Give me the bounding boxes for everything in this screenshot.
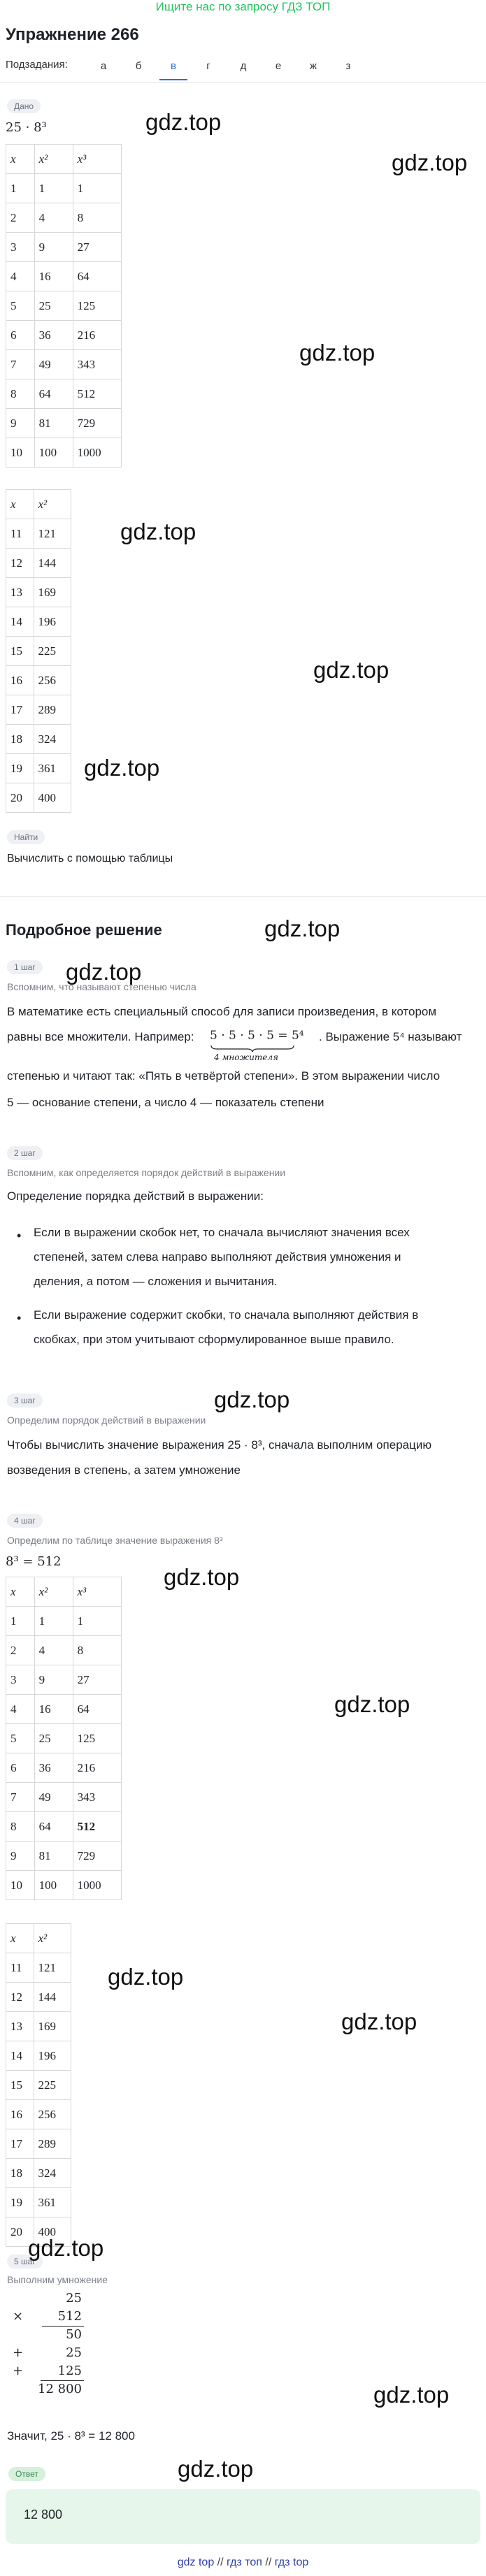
table-cell: 100 xyxy=(34,1871,73,1900)
table-cell: 100 xyxy=(34,438,73,468)
subtask-tab-g[interactable]: г xyxy=(206,60,210,72)
table-cell: 256 xyxy=(34,2100,71,2129)
table-header-row xyxy=(6,145,122,174)
table-cell: 64 xyxy=(73,1695,121,1724)
table-cell: 64 xyxy=(34,379,73,409)
table-cell: 4 xyxy=(34,203,73,233)
table-cell: 343 xyxy=(73,350,121,379)
table-cell: 4 xyxy=(6,1695,35,1724)
table-cell: 729 xyxy=(73,1841,121,1871)
table-row xyxy=(6,1871,122,1900)
subnav-divider xyxy=(0,82,486,83)
table-row xyxy=(6,1636,122,1665)
table-cell: 64 xyxy=(73,262,121,291)
table-cell: 14 xyxy=(6,2041,34,2071)
table-row xyxy=(6,1983,71,2012)
bullet2-line1: Если выражение содержит скобки, то сначала выполняют действия в xyxy=(34,1308,419,1322)
table-cell: 1 xyxy=(73,1607,121,1636)
watermark: gdz.top xyxy=(334,1691,410,1717)
footer xyxy=(0,2556,486,2569)
table-row xyxy=(6,174,122,203)
table-cell: 11 xyxy=(6,519,34,549)
table-row xyxy=(6,350,122,379)
table-cell: 1000 xyxy=(73,438,121,468)
partial-3: 125 xyxy=(57,2364,82,2378)
table-header-cell: x² xyxy=(34,490,71,519)
watermark: gdz.top xyxy=(145,109,222,135)
powers-table-step4 xyxy=(6,1577,122,1900)
step1-line4: 5 — основание степени, а число 4 — показатель степени xyxy=(7,1096,324,1109)
underbrace xyxy=(210,1044,295,1052)
watermark: gdz.top xyxy=(164,1564,240,1590)
subtask-tab-z[interactable]: з xyxy=(345,60,351,72)
bullet1-line1: Если в выражении скобок нет, то сначала вычисляют значения всех xyxy=(34,1226,410,1239)
table-cell: 13 xyxy=(6,578,34,607)
table-cell: 8 xyxy=(73,1636,121,1665)
table-cell: 49 xyxy=(34,350,73,379)
table-cell: 7 xyxy=(6,1783,35,1812)
table-cell: 1 xyxy=(6,174,35,203)
watermark: gdz.top xyxy=(120,519,196,544)
underbrace-label: 4 множителя xyxy=(214,1052,278,1062)
table-row xyxy=(6,1695,122,1724)
step3-line2: возведения в степень, а затем умножение xyxy=(7,1463,241,1477)
table-header-cell: x xyxy=(6,1924,34,1953)
table-cell: 81 xyxy=(34,409,73,438)
table-header-cell: x xyxy=(6,490,34,519)
watermark: gdz.top xyxy=(264,916,341,941)
table-header-cell: x³ xyxy=(73,145,121,174)
table-row xyxy=(6,1841,122,1871)
step1-caption: Вспомним, что называют степенью числа xyxy=(7,981,196,992)
table-row xyxy=(6,291,122,321)
footer-link-3[interactable]: гдз top xyxy=(274,2556,309,2568)
table-cell: 4 xyxy=(34,1636,73,1665)
table-row xyxy=(6,2159,71,2188)
watermark: gdz.top xyxy=(392,150,468,175)
footer-link-1[interactable]: gdz top xyxy=(177,2556,215,2568)
table-cell: 6 xyxy=(6,1753,35,1783)
table-cell: 16 xyxy=(34,262,73,291)
table-row xyxy=(6,666,71,695)
table-cell: 2 xyxy=(6,1636,35,1665)
table-row xyxy=(6,2129,71,2159)
table-cell: 25 xyxy=(34,291,73,321)
table-cell: 256 xyxy=(34,666,71,695)
footer-sep: // xyxy=(217,2556,224,2568)
table-row xyxy=(6,754,71,783)
table-cell: 196 xyxy=(34,607,71,637)
table-cell: 289 xyxy=(34,2129,71,2159)
table-cell: 25 xyxy=(34,1724,73,1753)
table-cell: 512 xyxy=(73,379,121,409)
table-cell: 4 xyxy=(6,262,35,291)
table-row xyxy=(6,519,71,549)
table-cell: 18 xyxy=(6,2159,34,2188)
table-row xyxy=(6,2012,71,2041)
table-cell: 5 xyxy=(6,291,35,321)
table-cell: 225 xyxy=(34,2071,71,2100)
table-cell: 11 xyxy=(6,1953,34,1983)
table-row xyxy=(6,637,71,666)
table-cell: 125 xyxy=(73,1724,121,1753)
watermark: gdz.top xyxy=(28,2235,104,2261)
table-header-cell: x³ xyxy=(73,1577,121,1607)
table-cell: 144 xyxy=(34,549,71,578)
section-divider xyxy=(0,896,486,897)
step2-caption: Вспомним, как определяется порядок действий в выражении xyxy=(7,1167,286,1178)
table-row xyxy=(6,2100,71,2129)
table-cell: 5 xyxy=(6,1724,35,1753)
bullet-dot: • xyxy=(17,1311,22,1325)
subtask-tab-d[interactable]: д xyxy=(240,60,247,72)
bullet1-line2: степеней, затем слева направо выполняют действия умножения и xyxy=(34,1250,401,1264)
table-cell: 20 xyxy=(6,783,34,813)
table-header-row xyxy=(6,1577,122,1607)
mult-line-2 xyxy=(41,2380,84,2381)
table-cell: 361 xyxy=(34,754,71,783)
times-sign: × xyxy=(13,2309,24,2324)
table-cell: 216 xyxy=(73,321,121,350)
table-row xyxy=(6,379,122,409)
watermark: gdz.top xyxy=(66,959,142,985)
table-cell: 27 xyxy=(73,233,121,262)
table-cell: 1000 xyxy=(73,1871,121,1900)
table-row xyxy=(6,262,122,291)
step1-formula: 5 · 5 · 5 · 5 = 5⁴ xyxy=(210,1029,304,1043)
table-cell: 10 xyxy=(6,1871,35,1900)
table-cell: 343 xyxy=(73,1783,121,1812)
step1-badge: 1 шаг xyxy=(7,960,43,974)
table-cell: 8 xyxy=(6,379,35,409)
table-cell: 36 xyxy=(34,321,73,350)
table-cell: 169 xyxy=(34,2012,71,2041)
step5-caption: Выполним умножение xyxy=(7,2274,108,2285)
partial-2: 25 xyxy=(66,2345,82,2360)
table-cell: 216 xyxy=(73,1753,121,1783)
table-cell: 16 xyxy=(6,2100,34,2129)
table-cell: 20 xyxy=(6,2217,34,2247)
mult-operand-b: 512 xyxy=(57,2309,82,2324)
step2-badge: 2 шаг xyxy=(7,1146,43,1160)
table-row xyxy=(6,607,71,637)
mult-total: 12 800 xyxy=(38,2382,82,2396)
step2-lead: Определение порядка действий в выражении: xyxy=(7,1189,264,1203)
subtask-tab-zh[interactable]: ж xyxy=(309,60,317,72)
table-cell: 13 xyxy=(6,2012,34,2041)
table-header-cell: x xyxy=(6,145,35,174)
table-cell: 324 xyxy=(34,2159,71,2188)
table-cell: 1 xyxy=(34,1607,73,1636)
table-row xyxy=(6,1953,71,1983)
table-cell: 19 xyxy=(6,2188,34,2217)
table-cell: 12 xyxy=(6,549,34,578)
table-cell: 1 xyxy=(6,1607,35,1636)
solution-title: Подробное решение xyxy=(6,921,162,939)
table-cell: 3 xyxy=(6,233,35,262)
table-row xyxy=(6,438,122,468)
table-cell: 225 xyxy=(34,637,71,666)
table-cell: 10 xyxy=(6,438,35,468)
table-cell: 512 xyxy=(73,1812,121,1841)
table-cell: 16 xyxy=(6,666,34,695)
table-cell: 64 xyxy=(34,1812,73,1841)
table-cell: 121 xyxy=(34,519,71,549)
step4-badge: 4 шаг xyxy=(7,1514,43,1528)
footer-link-2[interactable]: гдз топ xyxy=(227,2556,262,2568)
table-cell: 12 xyxy=(6,1983,34,2012)
subtask-tab-e[interactable]: е xyxy=(275,60,282,72)
table-cell: 9 xyxy=(34,233,73,262)
partial-1: 50 xyxy=(66,2327,82,2342)
table-cell: 17 xyxy=(6,695,34,725)
table-cell: 169 xyxy=(34,578,71,607)
table-cell: 289 xyxy=(34,695,71,725)
step4-caption: Определим по таблице значение выражения 8³ xyxy=(7,1535,223,1546)
bullet-dot: • xyxy=(17,1229,22,1243)
table-cell: 19 xyxy=(6,754,34,783)
table-header-row xyxy=(6,490,71,519)
step5-badge: 5 шаг xyxy=(7,2255,43,2269)
table-cell: 6 xyxy=(6,321,35,350)
table-cell: 49 xyxy=(34,1783,73,1812)
table-cell: 8 xyxy=(73,203,121,233)
table-cell: 16 xyxy=(34,1695,73,1724)
table-row xyxy=(6,1783,122,1812)
step1-line3: степенью и читают так: «Пять в четвёртой степени». В этом выражении число xyxy=(7,1069,441,1083)
table-cell: 729 xyxy=(73,409,121,438)
step5-conclusion: Значит, 25 · 8³ = 12 800 xyxy=(7,2429,135,2443)
promo-banner[interactable]: Ищите нас по запросу ГДЗ ТОП xyxy=(155,0,331,13)
table-cell: 27 xyxy=(73,1665,121,1695)
step3-badge: 3 шаг xyxy=(7,1394,43,1408)
table-row xyxy=(6,1724,122,1753)
squares-table xyxy=(6,489,71,813)
table-cell: 8 xyxy=(6,1812,35,1841)
subtasks-label: Подзадания: xyxy=(6,59,68,71)
table-cell: 2 xyxy=(6,203,35,233)
find-badge: Найти xyxy=(7,830,45,844)
step1-line1: В математике есть специальный способ для записи произведения, в котором xyxy=(7,1005,437,1018)
table-row xyxy=(6,783,71,813)
table-cell: 1 xyxy=(34,174,73,203)
table-cell: 324 xyxy=(34,725,71,754)
table-cell: 9 xyxy=(34,1665,73,1695)
given-badge: Дано xyxy=(7,99,41,113)
subtask-tab-a[interactable]: а xyxy=(100,60,107,72)
table-cell: 17 xyxy=(6,2129,34,2159)
plus-sign-1: + xyxy=(13,2345,24,2360)
mult-operand-a: 25 xyxy=(66,2291,82,2306)
answer-box xyxy=(6,2489,480,2544)
page-title: Упражнение 266 xyxy=(6,25,139,44)
table-row xyxy=(6,321,122,350)
step1-line2a: равны все множители. Например: xyxy=(7,1030,194,1043)
table-cell: 18 xyxy=(6,725,34,754)
table-row xyxy=(6,549,71,578)
step3-line1: Чтобы вычислить значение выражения 25 · 8³, сначала выполним операцию xyxy=(7,1438,432,1452)
table-row xyxy=(6,203,122,233)
mult-line-1 xyxy=(42,2326,84,2327)
table-cell: 81 xyxy=(34,1841,73,1871)
table-cell: 36 xyxy=(34,1753,73,1783)
table-cell: 14 xyxy=(6,607,34,637)
table-row xyxy=(6,695,71,725)
watermark: gdz.top xyxy=(178,2456,254,2482)
subtask-tab-b[interactable]: б xyxy=(135,60,142,72)
table-cell: 15 xyxy=(6,637,34,666)
subtask-tab-v[interactable]: в xyxy=(159,60,187,80)
watermark: gdz.top xyxy=(373,2382,450,2408)
table-header-cell: x² xyxy=(34,1577,73,1607)
table-row xyxy=(6,1665,122,1695)
table-header-cell: x xyxy=(6,1577,35,1607)
table-row xyxy=(6,2041,71,2071)
bullet1-line3: деления, а потом — сложения и вычитания. xyxy=(34,1275,278,1288)
table-row xyxy=(6,1812,122,1841)
table-row xyxy=(6,2188,71,2217)
footer-sep: // xyxy=(265,2556,272,2568)
table-cell: 400 xyxy=(34,2217,71,2247)
powers-table xyxy=(6,144,122,468)
table-cell: 400 xyxy=(34,783,71,813)
answer-badge: Ответ xyxy=(8,2467,45,2481)
table-cell: 361 xyxy=(34,2188,71,2217)
table-row xyxy=(6,409,122,438)
plus-sign-2: + xyxy=(13,2364,24,2378)
step4-result: 8³ = 512 xyxy=(6,1554,62,1569)
squares-table-step4 xyxy=(6,1923,71,2247)
table-header-cell: x² xyxy=(34,145,73,174)
table-header-cell: x² xyxy=(34,1924,71,1953)
table-cell: 3 xyxy=(6,1665,35,1695)
watermark: gdz.top xyxy=(108,1964,184,1990)
table-row xyxy=(6,1607,122,1636)
table-cell: 15 xyxy=(6,2071,34,2100)
table-cell: 121 xyxy=(34,1953,71,1983)
table-cell: 1 xyxy=(73,174,121,203)
step3-caption: Определим порядок действий в выражении xyxy=(7,1414,206,1426)
table-cell: 9 xyxy=(6,1841,35,1871)
watermark: gdz.top xyxy=(214,1387,290,1412)
table-row xyxy=(6,2071,71,2100)
table-row xyxy=(6,1753,122,1783)
given-expression: 25 · 8³ xyxy=(6,120,47,135)
find-text: Вычислить с помощью таблицы xyxy=(7,853,173,864)
watermark: gdz.top xyxy=(299,340,376,366)
table-row xyxy=(6,725,71,754)
watermark: gdz.top xyxy=(84,755,160,781)
table-cell: 144 xyxy=(34,1983,71,2012)
bullet2-line2: скобках, при этом учитывают сформулированное выше правило. xyxy=(34,1333,394,1346)
table-cell: 125 xyxy=(73,291,121,321)
watermark: gdz.top xyxy=(341,2009,417,2034)
table-cell: 196 xyxy=(34,2041,71,2071)
table-row xyxy=(6,578,71,607)
step1-line2b: . Выражение 5⁴ называют xyxy=(319,1030,462,1043)
table-row xyxy=(6,233,122,262)
watermark: gdz.top xyxy=(313,657,389,683)
table-header-row xyxy=(6,1924,71,1953)
answer-value: 12 800 xyxy=(24,2508,63,2521)
table-cell: 9 xyxy=(6,409,35,438)
table-cell: 7 xyxy=(6,350,35,379)
